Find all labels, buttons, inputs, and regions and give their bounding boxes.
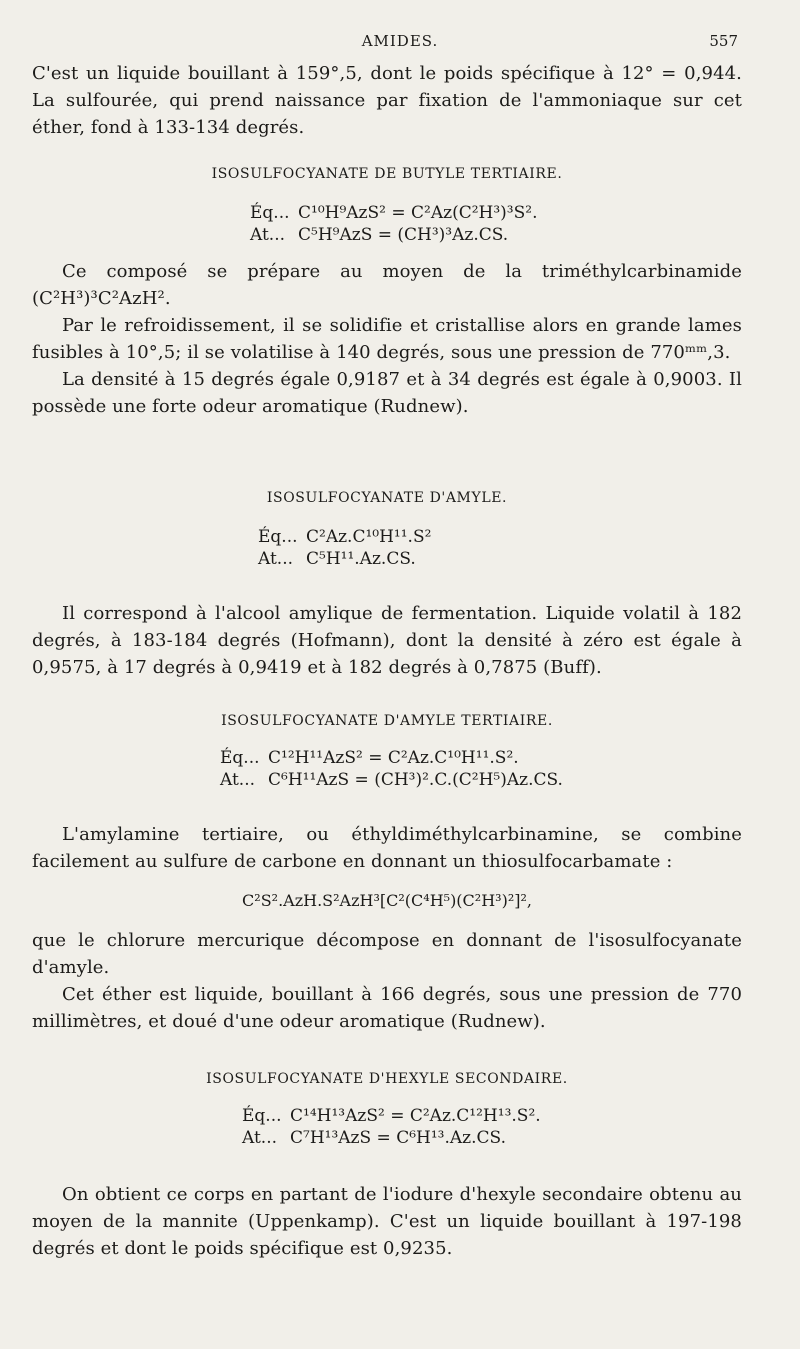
formula-label: Éq...: [258, 527, 298, 547]
running-title: AMIDES.: [361, 32, 439, 50]
formula-label: At...: [220, 770, 256, 790]
formula-block: [242, 1105, 742, 1149]
body-paragraph: Par le refroidissement, il se solidifie et cristallise alors en grande lames fusibles à 10°,5; il se volatilise à 140 degrés, sous une pression de 770ᵐᵐ,3.: [32, 315, 742, 363]
formula-text: C⁷H¹³AzS = C⁶H¹³.Az.CS.: [290, 1128, 506, 1148]
formula-text: C⁵H⁹AzS = (CH³)³Az.CS.: [298, 225, 509, 245]
formula-line-equivalent: [220, 747, 742, 769]
formula-block: [250, 202, 742, 246]
formula-label: Éq...: [220, 748, 260, 768]
section-title: ISOSULFOCYANATE D'HEXYLE SECONDAIRE.: [206, 1071, 568, 1087]
formula-block: [258, 526, 742, 570]
page-body: [32, 58, 742, 1262]
body-paragraph: Cet éther est liquide, bouillant à 166 degrés, sous une pression de 770 millimètres, et doué d'une odeur aromatique (Rudnew).: [32, 984, 742, 1032]
body-paragraph: L'amylamine tertiaire, ou éthyldiméthylcarbinamine, se combine facilement au sulfure de carbone en donnant un thiosulfocarbamate :: [32, 824, 742, 872]
formula-line-atomic: [220, 769, 742, 791]
page-number: 557: [709, 32, 738, 50]
formula-text: C¹⁴H¹³AzS² = C²Az.C¹²H¹³.S².: [290, 1106, 541, 1126]
running-header: [0, 30, 800, 54]
formula-line-atomic: [250, 224, 742, 246]
formula-line-atomic: [242, 1127, 742, 1149]
section-title: ISOSULFOCYANATE D'AMYLE TERTIAIRE.: [221, 713, 553, 729]
formula-text: C²Az.C¹⁰H¹¹.S²: [306, 527, 432, 547]
formula-line-equivalent: [258, 526, 742, 548]
section-title: ISOSULFOCYANATE D'AMYLE.: [266, 490, 508, 506]
body-paragraph: Ce composé se prépare au moyen de la triméthylcarbinamide (C²H³)³C²AzH².: [32, 261, 742, 309]
body-paragraph: que le chlorure mercurique décompose en donnant de l'isosulfocyanate d'amyle.: [32, 930, 742, 978]
formula-label: At...: [258, 549, 294, 569]
formula-label: At...: [242, 1128, 278, 1148]
body-paragraph: La densité à 15 degrés égale 0,9187 et à 34 degrés est égale à 0,9003. Il possède une forte odeur aromatique (Rudnew).: [32, 369, 742, 417]
formula-line-equivalent: [250, 202, 742, 224]
formula-text: C¹⁰H⁹AzS² = C²Az(C²H³)³S².: [298, 203, 538, 223]
reaction-formula: C²S².AzH.S²AzH³[C²(C⁴H⁵)(C²H³)²]²,: [242, 891, 532, 910]
formula-line-atomic: [258, 548, 742, 570]
body-paragraph: C'est un liquide bouillant à 159°,5, dont le poids spécifique à 12° = 0,944. La sulfourée, qui prend naissance par fixation de l'ammoniaque sur cet éther, fond à 133-134 degrés.: [32, 63, 742, 138]
formula-line-equivalent: [242, 1105, 742, 1127]
formula-label: Éq...: [242, 1106, 282, 1126]
formula-text: C⁶H¹¹AzS = (CH³)².C.(C²H⁵)Az.CS.: [268, 770, 563, 790]
formula-label: Éq...: [250, 203, 290, 223]
formula-block: [220, 747, 742, 791]
formula-text: C¹²H¹¹AzS² = C²Az.C¹⁰H¹¹.S².: [268, 748, 519, 768]
body-paragraph: On obtient ce corps en partant de l'iodure d'hexyle secondaire obtenu au moyen de la mannite (Uppenkamp). C'est un liquide bouillant à 197-198 degrés et dont le poids spécifique est 0,9235.: [32, 1184, 742, 1259]
formula-text: C⁵H¹¹.Az.CS.: [306, 549, 416, 569]
formula-label: At...: [250, 225, 286, 245]
section-title: ISOSULFOCYANATE DE BUTYLE TERTIAIRE.: [211, 166, 563, 182]
body-paragraph: Il correspond à l'alcool amylique de fermentation. Liquide volatil à 182 degrés, à 183-184 degrés (Hofmann), dont la densité à zéro est égale à 0,9575, à 17 degrés à 0,9419 et à 182 degrés à 0,7875 (Buff).: [32, 603, 742, 678]
